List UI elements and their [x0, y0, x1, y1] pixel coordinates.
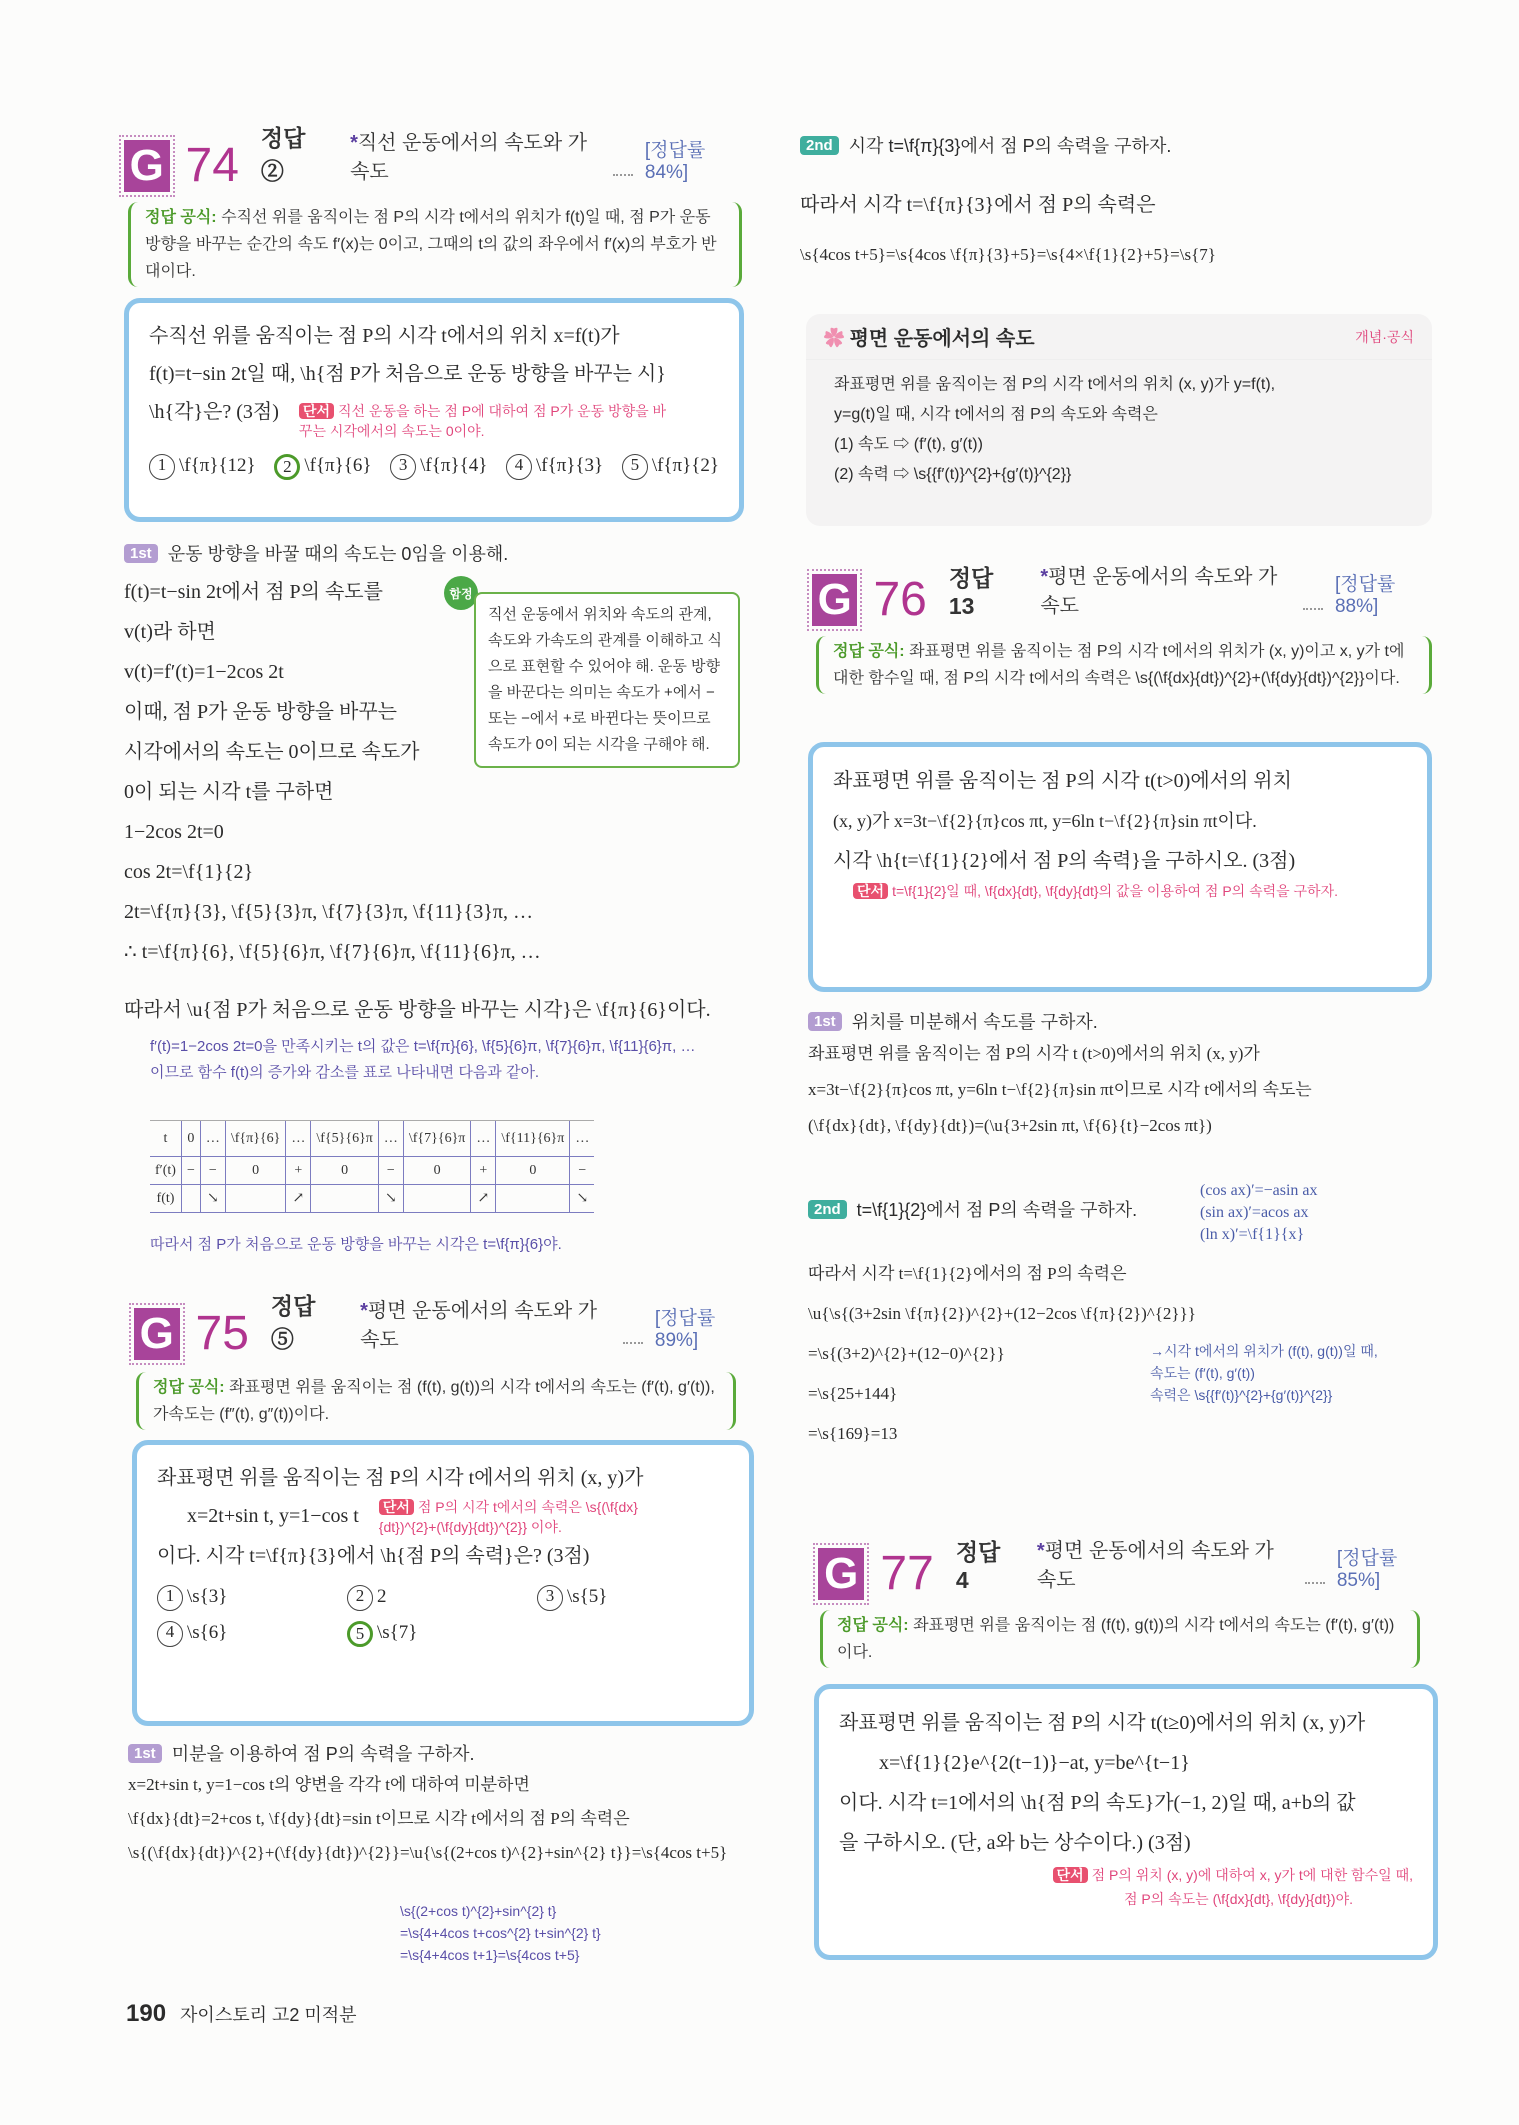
note-line: =\s{4+4cos t+cos^{2} t+sin^{2} t} [400, 1925, 601, 1941]
answer-label: 정답 ② [260, 125, 306, 184]
choice-value: \s{7} [377, 1622, 418, 1643]
correct-rate: [정답률 88%] [1334, 574, 1396, 617]
table-cell: − [200, 1157, 225, 1185]
table-cell: ↘ [570, 1185, 595, 1213]
chapter-badge: G [124, 140, 170, 192]
chapter-badge: G [818, 1548, 864, 1600]
trap-note: 직선 운동에서 위치와 속도의 관계, 속도와 가속도의 관계를 이해하고 식으로 표현할 수 있어야 해. 운동 방향을 바꾼다는 의미는 속도가 +에서 − 또는 −에서 +로 바뀐다는 뜻이므로 속도가 0이 되는 시각을 구해야 해. [474, 592, 740, 768]
note-line: \s{(2+cos t)^{2}+sin^{2} t} [400, 1903, 557, 1919]
choice-number: 2 [274, 454, 300, 480]
table-row [150, 1185, 594, 1213]
step-2nd-75: 2nd 시각 t=\f{π}{3}에서 점 P의 속력을 구하자. [800, 132, 1171, 158]
chapter-badge: G [134, 1308, 180, 1360]
choice-number: 1 [149, 454, 175, 480]
answer-label: 정답 ⑤ [270, 1293, 316, 1352]
correct-rate: [정답률 89%] [654, 1308, 716, 1351]
problem-number: 77 [880, 1547, 934, 1600]
problem-line: 이다. 시각 t=1에서의 \h{점 P의 속도}가(−1, 2)일 때, a+b의 값 [839, 1792, 1356, 1814]
table-cell: … [286, 1121, 311, 1157]
table-cell: ↘ [378, 1185, 403, 1213]
table-cell: 0 [496, 1157, 570, 1185]
page-number: 190 [126, 2000, 167, 2027]
choice-2 [347, 1579, 537, 1615]
choice-value: 2 [377, 1586, 387, 1607]
table-cell: f(t) [150, 1185, 181, 1213]
problem-line: (x, y)가 x=3t−\f{2}{π}cos πt, y=6ln t−\f{2}{π}sin πt이다. [833, 811, 1257, 831]
derivative-notes [1200, 1180, 1318, 1246]
choice-number: 1 [157, 1585, 183, 1611]
table-cell [311, 1185, 379, 1213]
problem-line: x=2t+sin t, y=1−cos t [187, 1505, 359, 1527]
answer-choices [149, 447, 719, 485]
trap-badge: 함정 [444, 576, 478, 610]
problem-line: 수직선 위를 움직이는 점 P의 시각 t에서의 위치 x=f(t)가 [149, 325, 620, 347]
choice-number: 4 [157, 1621, 183, 1647]
step-1st-76: 1st 위치를 미분해서 속도를 구하자. [808, 1008, 1098, 1034]
solution-line: 따라서 시각 t=\f{1}{2}에서의 점 P의 속력은 [808, 1264, 1127, 1283]
correct-rate: [정답률 85%] [1336, 1548, 1398, 1591]
solution-line: \s{(\f{dx}{dt})^{2}+(\f{dy}{dt})^{2}}=\u{\s{(2+cos t)^{2}+sin^{2} t}}=\s{4cos t+5} [128, 1843, 728, 1862]
problem-number: 76 [873, 573, 927, 626]
table-cell: \f{11}{6}π [496, 1121, 570, 1157]
solution-line: v(t)=f′(t)=1−2cos 2t [124, 661, 284, 683]
table-cell: … [570, 1121, 595, 1157]
concept-tag: 개념·공식 [1355, 328, 1414, 345]
table-cell: \f{5}{6}π [311, 1121, 379, 1157]
problem-line: \h{각}은? (3점) [149, 401, 279, 423]
solution-line: 2t=\f{π}{3}, \f{5}{3}π, \f{7}{3}π, \f{11}{3}π, … [124, 901, 533, 923]
choice-number: 4 [506, 454, 532, 480]
choice-number: 3 [537, 1585, 563, 1611]
choice-value: \s{6} [187, 1622, 228, 1643]
step-1st-74: 1st 운동 방향을 바꿀 때의 속도는 0임을 이용해. [124, 540, 508, 566]
table-cell [181, 1185, 200, 1213]
table-notes: f′(t)=1−2cos 2t=0을 만족시키는 t의 값은 t=\f{π}{6}, \f{5}{6}π, \f{7}{6}π, \f{11}{6}π, … 이므로 함수 f(t)의 증가와 감소를 표로 나타내면 다음과 같아. [150, 1038, 696, 1081]
table-cell: 0 [225, 1157, 286, 1185]
solution-75 [128, 1768, 758, 1870]
solution-line: 0이 되는 시각 t를 구하면 [124, 781, 334, 803]
solution-line: \u{\s{(3+2sin \f{π}{2})^{2}+(12−2cos \f{π}{2})^{2}}} [808, 1304, 1196, 1323]
topic: *평면 운동에서의 속도와 가속도 [360, 1300, 598, 1351]
hint-note: 단서 t=\f{1}{2}일 때, \f{dx}{dt}, \f{dy}{dt}의 값을 이용하여 점 P의 속력을 구하자. [833, 881, 1407, 901]
page-footer [126, 2000, 357, 2028]
problem-box-76 [808, 742, 1432, 992]
problem-line: 이다. 시각 t=\f{π}{3}에서 \h{점 P의 속력}은? (3점) [157, 1545, 590, 1567]
table-cell: + [286, 1157, 311, 1185]
answer-formula: 정답 공식: 좌표평면 위를 움직이는 점 (f(t), g(t))의 시각 t에서의 속도는 (f′(t), g′(t))이다. [820, 1610, 1420, 1668]
solution-line: x=3t−\f{2}{π}cos πt, y=6ln t−\f{2}{π}sin πt이므로 시각 t에서의 속도는 [808, 1080, 1312, 1099]
table-row [150, 1157, 594, 1185]
table-cell: ↗ [286, 1185, 311, 1213]
answer-formula: 정답 공식: 수직선 위를 움직이는 점 P의 시각 t에서의 위치가 f(t)일 때, 점 P가 운동 방향을 바꾸는 순간의 속도 f′(x)는 0이고, 그때의 t의 값의 좌우에서 f′(x)의 부호가 반대이다. [128, 202, 742, 287]
solution-line: =\s{(3+2)^{2}+(12−0)^{2}} [808, 1344, 1005, 1363]
derivative-note: (sin ax)′=acos ax [1200, 1204, 1309, 1221]
table-cell: 0 [311, 1157, 379, 1185]
answer-label: 정답 13 [948, 565, 994, 619]
choice-4 [157, 1615, 347, 1651]
choice-1 [157, 1579, 347, 1615]
solution-line: 이때, 점 P가 운동 방향을 바꾸는 [124, 701, 397, 723]
derivative-note: (cos ax)′=−asin ax [1200, 1182, 1318, 1199]
choice-number: 3 [390, 454, 416, 480]
choice-value: \s{3} [187, 1586, 228, 1607]
choice-1 [149, 447, 256, 485]
table-cell: … [378, 1121, 403, 1157]
problem-box-77 [814, 1684, 1438, 1960]
solution-line: v(t)라 하면 [124, 621, 216, 643]
problem-line: 좌표평면 위를 움직이는 점 P의 시각 t에서의 위치 (x, y)가 [157, 1467, 644, 1489]
choice-2 [274, 447, 371, 485]
solution-line: 1−2cos 2t=0 [124, 821, 224, 843]
problem-box-74 [124, 298, 744, 522]
solution-line: 좌표평면 위를 움직이는 점 P의 시각 t (t>0)에서의 위치 (x, y)가 [808, 1044, 1260, 1063]
solution-line: ∴ t=\f{π}{6}, \f{5}{6}π, \f{7}{6}π, \f{11}{6}π, … [124, 941, 541, 963]
choice-value: \f{π}{2} [651, 455, 719, 476]
problem-line: f(t)=t−sin 2t일 때, \h{점 P가 처음으로 운동 방향을 바꾸는 시} [149, 363, 666, 385]
table-cell: ↗ [471, 1185, 496, 1213]
table-cell: \f{7}{6}π [403, 1121, 471, 1157]
correct-rate: [정답률 84%] [644, 140, 706, 183]
solution-line: x=2t+sin t, y=1−cos t의 양변을 각각 t에 대하여 미분하면 [128, 1775, 530, 1794]
problem-header-75 [134, 1293, 754, 1360]
problem-line: 을 구하시오. (단, a와 b는 상수이다.) (3점) [839, 1832, 1191, 1854]
choice-5 [622, 447, 719, 485]
table-cell: … [200, 1121, 225, 1157]
choice-number: 5 [622, 454, 648, 480]
step-1st-75: 1st 미분을 이용하여 점 P의 속력을 구하자. [128, 1740, 475, 1766]
problem-number: 75 [195, 1307, 249, 1360]
topic: *직선 운동에서의 속도와 가속도 [350, 132, 588, 183]
table-conclusion: 따라서 점 P가 처음으로 운동 방향을 바꾸는 시각은 t=\f{π}{6}야. [150, 1236, 562, 1253]
side-note: →시각 t에서의 위치가 (f(t), g(t))일 때, [1150, 1343, 1378, 1359]
speed-side-notes [1150, 1340, 1440, 1406]
chapter-badge: G [812, 574, 857, 626]
choice-value: \f{π}{4} [420, 455, 488, 476]
solution-line: =\s{169}=13 [808, 1424, 898, 1443]
derivative-note: (ln x)′=\f{1}{x} [1200, 1226, 1305, 1243]
leader-dots [1305, 1582, 1325, 1584]
hint-note: 단서 점 P의 시각 t에서의 속력은 \s{(\f{dx}{dt})^{2}+(\f{dy}{dt})^{2}} 이야. [378, 1499, 638, 1535]
solution-75-step2: 따라서 시각 t=\f{π}{3}에서 점 P의 속력은 \s{4cos t+5}=\s{4cos \f{π}{3}+5}=\s{4×\f{1}{2}+5}=\s{7} [800, 194, 1216, 264]
table-cell: 0 [403, 1157, 471, 1185]
problem-line: x=\f{1}{2}e^{2(t−1)}−at, y=be^{t−1} [879, 1752, 1190, 1774]
variation-table [150, 1120, 594, 1213]
table-cell: … [471, 1121, 496, 1157]
answer-formula: 정답 공식: 좌표평면 위를 움직이는 점 (f(t), g(t))의 시각 t에서의 속도는 (f′(t), g′(t)), 가속도는 (f″(t), g″(t))이다. [136, 1372, 736, 1430]
choice-4 [506, 447, 603, 485]
side-note: 속력은 \s{{f′(t)}^{2}+{g′(t)}^{2}} [1150, 1387, 1333, 1403]
problem-header-77 [818, 1540, 1438, 1600]
step-2nd-76: 2nd t=\f{1}{2}에서 점 P의 속력을 구하자. [808, 1196, 1137, 1222]
solution-line: \f{dx}{dt}=2+cos t, \f{dy}{dt}=sin t이므로 시각 t에서의 점 P의 속력은 [128, 1809, 630, 1828]
choice-5 [347, 1615, 537, 1651]
choice-value: \s{5} [567, 1586, 608, 1607]
choice-3 [537, 1579, 727, 1615]
concept-title: ✿ 평면 운동에서의 속도 [824, 328, 1035, 350]
table-cell: − [378, 1157, 403, 1185]
problem-line: 시각 \h{t=\f{1}{2}에서 점 P의 속력}을 구하시오. (3점) [833, 850, 1296, 872]
solution-line: cos 2t=\f{1}{2} [124, 861, 254, 883]
table-cell: t [150, 1121, 181, 1157]
topic: *평면 운동에서의 속도와 가속도 [1036, 1540, 1274, 1591]
table-cell: − [181, 1157, 200, 1185]
flower-icon: ✿ [824, 328, 850, 350]
solution-line: f(t)=t−sin 2t에서 점 P의 속도를 [124, 581, 383, 603]
solution-line: 시각에서의 속도는 0이므로 속도가 [124, 741, 420, 763]
table-cell [225, 1185, 286, 1213]
solution-line: (\f{dx}{dt}, \f{dy}{dt})=(\u{3+2sin πt, \f{6}{t}−2cos πt}) [808, 1116, 1212, 1135]
simplification-notes [400, 1900, 601, 1966]
problem-line: 좌표평면 위를 움직이는 점 P의 시각 t(t≥0)에서의 위치 (x, y)가 [839, 1712, 1366, 1734]
leader-dots [1303, 608, 1323, 610]
answer-label: 정답 4 [955, 1539, 1001, 1593]
problem-number: 74 [185, 139, 239, 192]
choice-value: \f{π}{12} [179, 455, 256, 476]
choice-number: 2 [347, 1585, 373, 1611]
hint-note: 단서 점 P의 위치 (x, y)에 대하여 x, y가 t에 대한 함수일 때, 점 P의 속도는 (\f{dx}{dt}, \f{dy}{dt})야. [839, 1863, 1413, 1911]
answer-formula: 정답 공식: 좌표평면 위를 움직이는 점 P의 시각 t에서의 위치가 (x, y)이고 x, y가 t에 대한 함수일 때, 점 P의 시각 t에서의 속력은 \s{(\f{dx}{dt})^{2}+(\f{dy}{dt})^{2}}이다. [816, 636, 1432, 694]
book-title: 자이스토리 고2 미적분 [180, 2005, 357, 2025]
table-row [150, 1121, 594, 1157]
conclusion-74: 따라서 \u{점 P가 처음으로 운동 방향을 바꾸는 시각}은 \f{π}{6}이다. [124, 999, 711, 1021]
table-cell: f′(t) [150, 1157, 181, 1185]
leader-dots [623, 1342, 643, 1344]
problem-header-74 [124, 125, 744, 192]
table-cell: − [570, 1157, 595, 1185]
problem-box-75 [132, 1440, 754, 1726]
solution-76 [808, 1036, 1438, 1144]
side-note: 속도는 (f′(t), g′(t)) [1150, 1365, 1255, 1381]
hint-note: 단서 직선 운동을 하는 점 P에 대하여 점 P가 운동 방향을 바꾸는 시각에서의 속도는 0이야. [298, 403, 667, 439]
choice-value: \f{π}{6} [304, 455, 372, 476]
table-cell: ↘ [200, 1185, 225, 1213]
table-cell: + [471, 1157, 496, 1185]
leader-dots [613, 174, 633, 176]
note-line: =\s{4+4cos t+1}=\s{4cos t+5} [400, 1947, 580, 1963]
choice-number: 5 [347, 1621, 373, 1647]
table-cell: 0 [181, 1121, 200, 1157]
problem-header-76 [812, 566, 1434, 626]
solution-line: =\s{25+144} [808, 1384, 898, 1403]
problem-line: 좌표평면 위를 움직이는 점 P의 시각 t(t>0)에서의 위치 [833, 770, 1292, 792]
topic: *평면 운동에서의 속도와 가속도 [1040, 566, 1278, 617]
answer-choices [157, 1579, 729, 1651]
choice-3 [390, 447, 487, 485]
choice-value: \f{π}{3} [535, 455, 604, 476]
table-cell [403, 1185, 471, 1213]
table-cell [496, 1185, 570, 1213]
concept-box: ✿ 평면 운동에서의 속도 개념·공식 좌표평면 위를 움직이는 점 P의 시각 t에서의 위치 (x, y)가 y=f(t), y=g(t)일 때, 시각 t에서의 점 P의 속도와 속력은 (1) 속도 ⇨ (f′(t), g′(t)) (2) 속력 ⇨ \s{{f′(t)}^{2}+{g′(t)}^{2}} [806, 314, 1432, 526]
table-cell: \f{π}{6} [225, 1121, 286, 1157]
